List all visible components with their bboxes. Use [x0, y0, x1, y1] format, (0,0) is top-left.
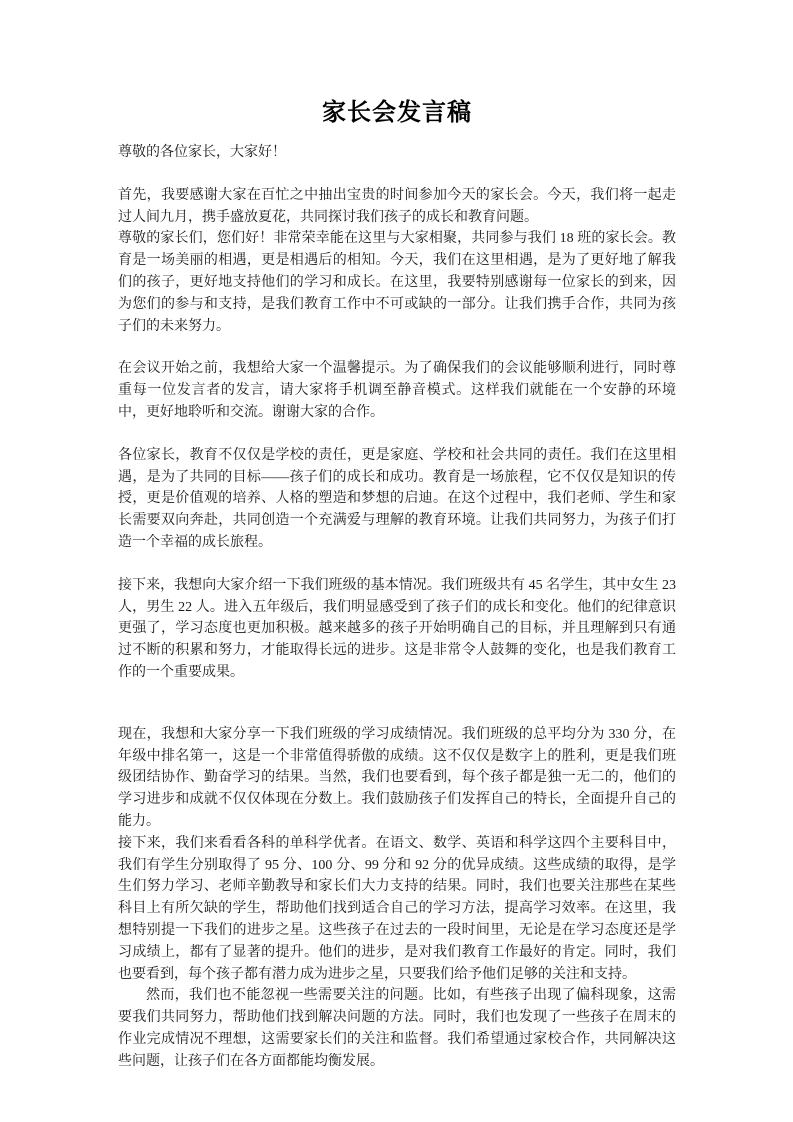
- paragraph-concerns: 然而，我们也不能忽视一些需要关注的问题。比如，有些孩子出现了偏科现象，这需要我们共同努力，帮助他们找到解决问题的方法。同时，我们也发现了一些孩子在周末的作业完成情况不理想，这需要家长们的关注和监督。我们希望通过家校合作，共同解决这些问题，让孩子们在各方面都能均衡发展。: [118, 988, 676, 1069]
- paragraph-average-score: 现在，我想和大家分享一下我们班级的学习成绩情况。我们班级的总平均分为 330 分，在年级中排名第一，这是一个非常值得骄傲的成绩。这不仅仅是数字上的胜利，更是我们班级团结协作、勤奋学习的结果。当然，我们也要看到，每个孩子都是独一无二的，他们的学习进步和成就不仅仅体现在分数上。我们鼓励孩子们发挥自己的特长，全面提升自己的能力。: [118, 726, 676, 829]
- paragraph-subject-scores: 接下来，我们来看看各科的单科学优者。在语文、数学、英语和科学这四个主要科目中，我们有学生分别取得了 95 分、100 分、99 分和 92 分的优异成绩。这些成绩的取得，是学生们努力学习、老师辛勤教导和家长们大力支持的结果。同时，我们也要关注那些在某些科目上有所欠缺的学生，帮助他们找到适合自己的学习方法，提高学习效率。在这里，我想特别提一下我们的进步之星。这些孩子在过去的一段时间里，无论是在学习态度还是学习成绩上，都有了显著的提升。他们的进步，是对我们教育工作最好的肯定。同时，我们也要看到，每个孩子都有潜力成为进步之星，只要我们给予他们足够的关注和支持。: [118, 835, 676, 982]
- document-title: 家长会发言稿: [322, 100, 472, 126]
- paragraph-greeting: 尊敬的各位家长，大家好！: [118, 145, 286, 160]
- paragraph-education-responsibility: 各位家长，教育不仅仅是学校的责任，更是家庭、学校和社会共同的责任。我们在这里相遇，是为了共同的目标——孩子们的成长和成功。教育是一场旅程，它不仅仅是知识的传授，更是价值观的培养、人格的塑造和梦想的启迪。在这个过程中，我们老师、学生和家长需要双向奔赴，共同创造一个充满爱与理解的教育环境。让我们共同努力，为孩子们打造一个幸福的成长旅程。: [118, 447, 676, 550]
- paragraph-thanks-opening: 首先，我要感谢大家在百忙之中抽出宝贵的时间参加今天的家长会。今天，我们将一起走过人间九月，携手盛放夏花，共同探讨我们孩子的成长和教育问题。: [118, 187, 676, 225]
- paragraph-silence-reminder: 在会议开始之前，我想给大家一个温馨提示。为了确保我们的会议能够顺利进行，同时尊重每一位发言者的发言，请大家将手机调至静音模式。这样我们就能在一个安静的环境中，更好地聆听和交流。谢谢大家的合作。: [118, 361, 676, 420]
- paragraph-welcome-class-18: 尊敬的家长们，您们好！非常荣幸能在这里与大家相聚，共同参与我们 18 班的家长会。教育是一场美丽的相遇，更是相遇后的相知。今天，我们在这里相遇，是为了更好地了解我们的孩子，更好地支持他们的学习和成长。在这里，我要特别感谢每一位家长的到来，因为您们的参与和支持，是我们教育工作中不可或缺的一部分。让我们携手合作，共同为孩子们的未来努力。: [118, 231, 676, 334]
- paragraph-class-overview: 接下来，我想向大家介绍一下我们班级的基本情况。我们班级共有 45 名学生，其中女生 23 人，男生 22 人。进入五年级后，我们明显感受到了孩子们的成长和变化。他们的纪律意识更强了，学习态度也更加积极。越来越多的孩子开始明确自己的目标，并且理解到只有通过不断的积累和努力，才能取得长远的进步。这是非常令人鼓舞的变化，也是我们教育工作的一个重要成果。: [118, 577, 676, 680]
